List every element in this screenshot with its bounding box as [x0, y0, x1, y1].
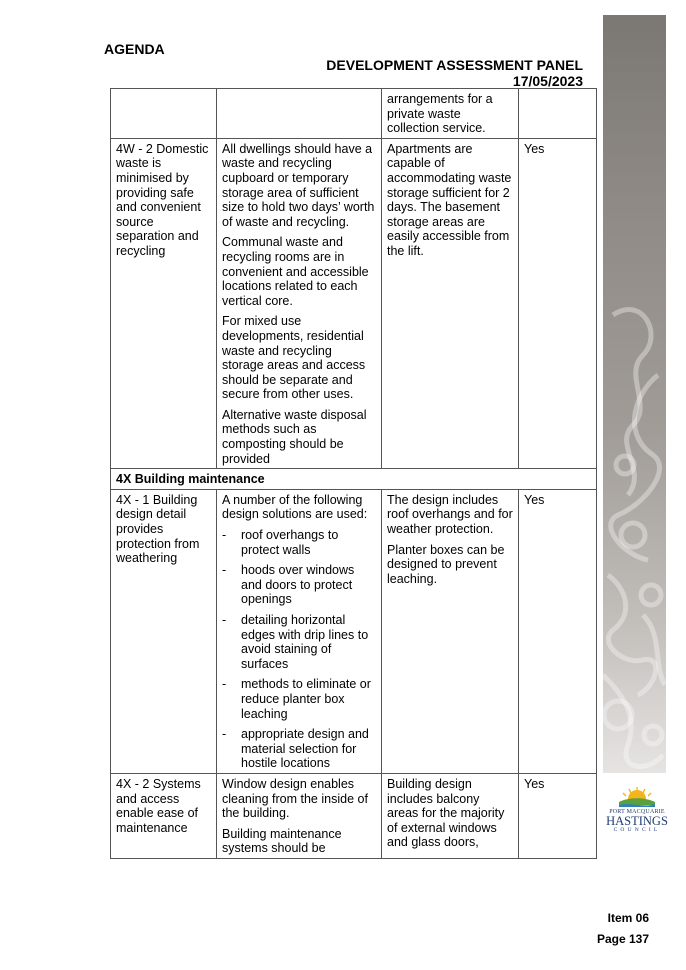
table-row — [111, 138, 597, 468]
decorative-side-band — [603, 15, 666, 773]
guidance-list — [222, 528, 376, 771]
section-row — [111, 469, 597, 490]
list-item — [222, 528, 376, 557]
agenda-heading: AGENDA — [104, 41, 165, 57]
footer-item-number: Item 06 — [607, 911, 649, 925]
objective-cell: 4X - 1 Building design detail provides protection from weathering — [111, 489, 217, 773]
swirl-pattern-icon — [603, 15, 666, 773]
list-item-text: roof overhangs to protect walls — [241, 528, 339, 557]
dash-bullet: - — [222, 677, 227, 692]
comment-cell: Apartments are capable of accommodating waste storage sufficient for 2 days. The basement storage areas are easily accessible from the lift. — [382, 138, 519, 468]
list-item-text: appropriate design and material selection for hostile locations — [241, 727, 369, 771]
list-item-text: methods to eliminate or reduce planter box leaching — [241, 677, 371, 721]
guidance-paragraph: For mixed use developments, residential waste and recycling storage areas and access should be separate and secure from other uses. — [222, 314, 366, 402]
guidance-paragraph: A number of the following design solutions are used: — [222, 492, 368, 522]
guidance-paragraph: All dwellings should have a waste and recycling cupboard or temporary storage area of sufficient size to hold two days’ worth of waste and recycling. — [222, 141, 375, 229]
dash-bullet: - — [222, 613, 227, 627]
table-cell: arrangements for a private waste collection service. — [382, 89, 519, 139]
list-item — [222, 677, 376, 721]
list-item — [222, 563, 376, 607]
logo-line-2: HASTINGS — [606, 814, 668, 828]
design-guidance-cell — [217, 773, 382, 858]
dash-bullet: - — [222, 563, 227, 578]
assessment-table — [110, 88, 597, 859]
dash-bullet: - — [222, 727, 227, 742]
design-guidance-cell — [217, 138, 382, 468]
table-row — [111, 773, 597, 858]
logo-line-1: PORT MACQUARIE — [609, 809, 665, 815]
list-item — [222, 613, 376, 671]
council-logo — [604, 786, 670, 844]
guidance-paragraph: Window design enables cleaning from the inside of the building. — [222, 776, 368, 821]
table-row — [111, 89, 597, 139]
guidance-paragraph: Communal waste and recycling rooms are in convenient and accessible locations related to each vertical core. — [222, 235, 369, 308]
design-guidance-cell — [217, 489, 382, 773]
list-item — [222, 727, 376, 771]
table-row — [111, 489, 597, 773]
comment-cell: Building design includes balcony areas for the majority of external windows and glass doors, — [382, 773, 519, 858]
list-item-text: hoods over windows and doors to protect openings — [241, 563, 355, 607]
list-item-text: detailing horizontal edges with drip lines to avoid staining of surfaces — [241, 613, 369, 671]
compliance-cell: Yes — [519, 489, 597, 773]
comment-paragraph: Planter boxes can be designed to prevent leaching. — [387, 542, 505, 586]
sun-landscape-icon — [617, 786, 657, 808]
objective-cell: 4W - 2 Domestic waste is minimised by providing safe and convenient source separation and recycling — [111, 138, 217, 468]
objective-cell: 4X - 2 Systems and access enable ease of maintenance — [111, 773, 217, 858]
footer-page-number: Page 137 — [596, 932, 649, 946]
panel-heading: DEVELOPMENT ASSESSMENT PANEL — [326, 57, 583, 73]
guidance-paragraph: Alternative waste disposal methods such as composting should be provided — [222, 407, 367, 466]
dash-bullet: - — [222, 528, 227, 543]
compliance-cell: Yes — [519, 138, 597, 468]
compliance-cell: Yes — [519, 773, 597, 858]
table-cell — [217, 89, 382, 139]
comment-cell — [382, 489, 519, 773]
comment-paragraph: The design includes roof overhangs and for weather protection. — [387, 492, 513, 537]
logo-line-3: COUNCIL — [613, 827, 661, 833]
section-heading: 4X Building maintenance — [111, 469, 597, 490]
table-cell — [111, 89, 217, 139]
guidance-paragraph: Building maintenance systems should be — [222, 826, 342, 856]
meeting-date: 17/05/2023 — [512, 73, 583, 89]
table-cell — [519, 89, 597, 139]
